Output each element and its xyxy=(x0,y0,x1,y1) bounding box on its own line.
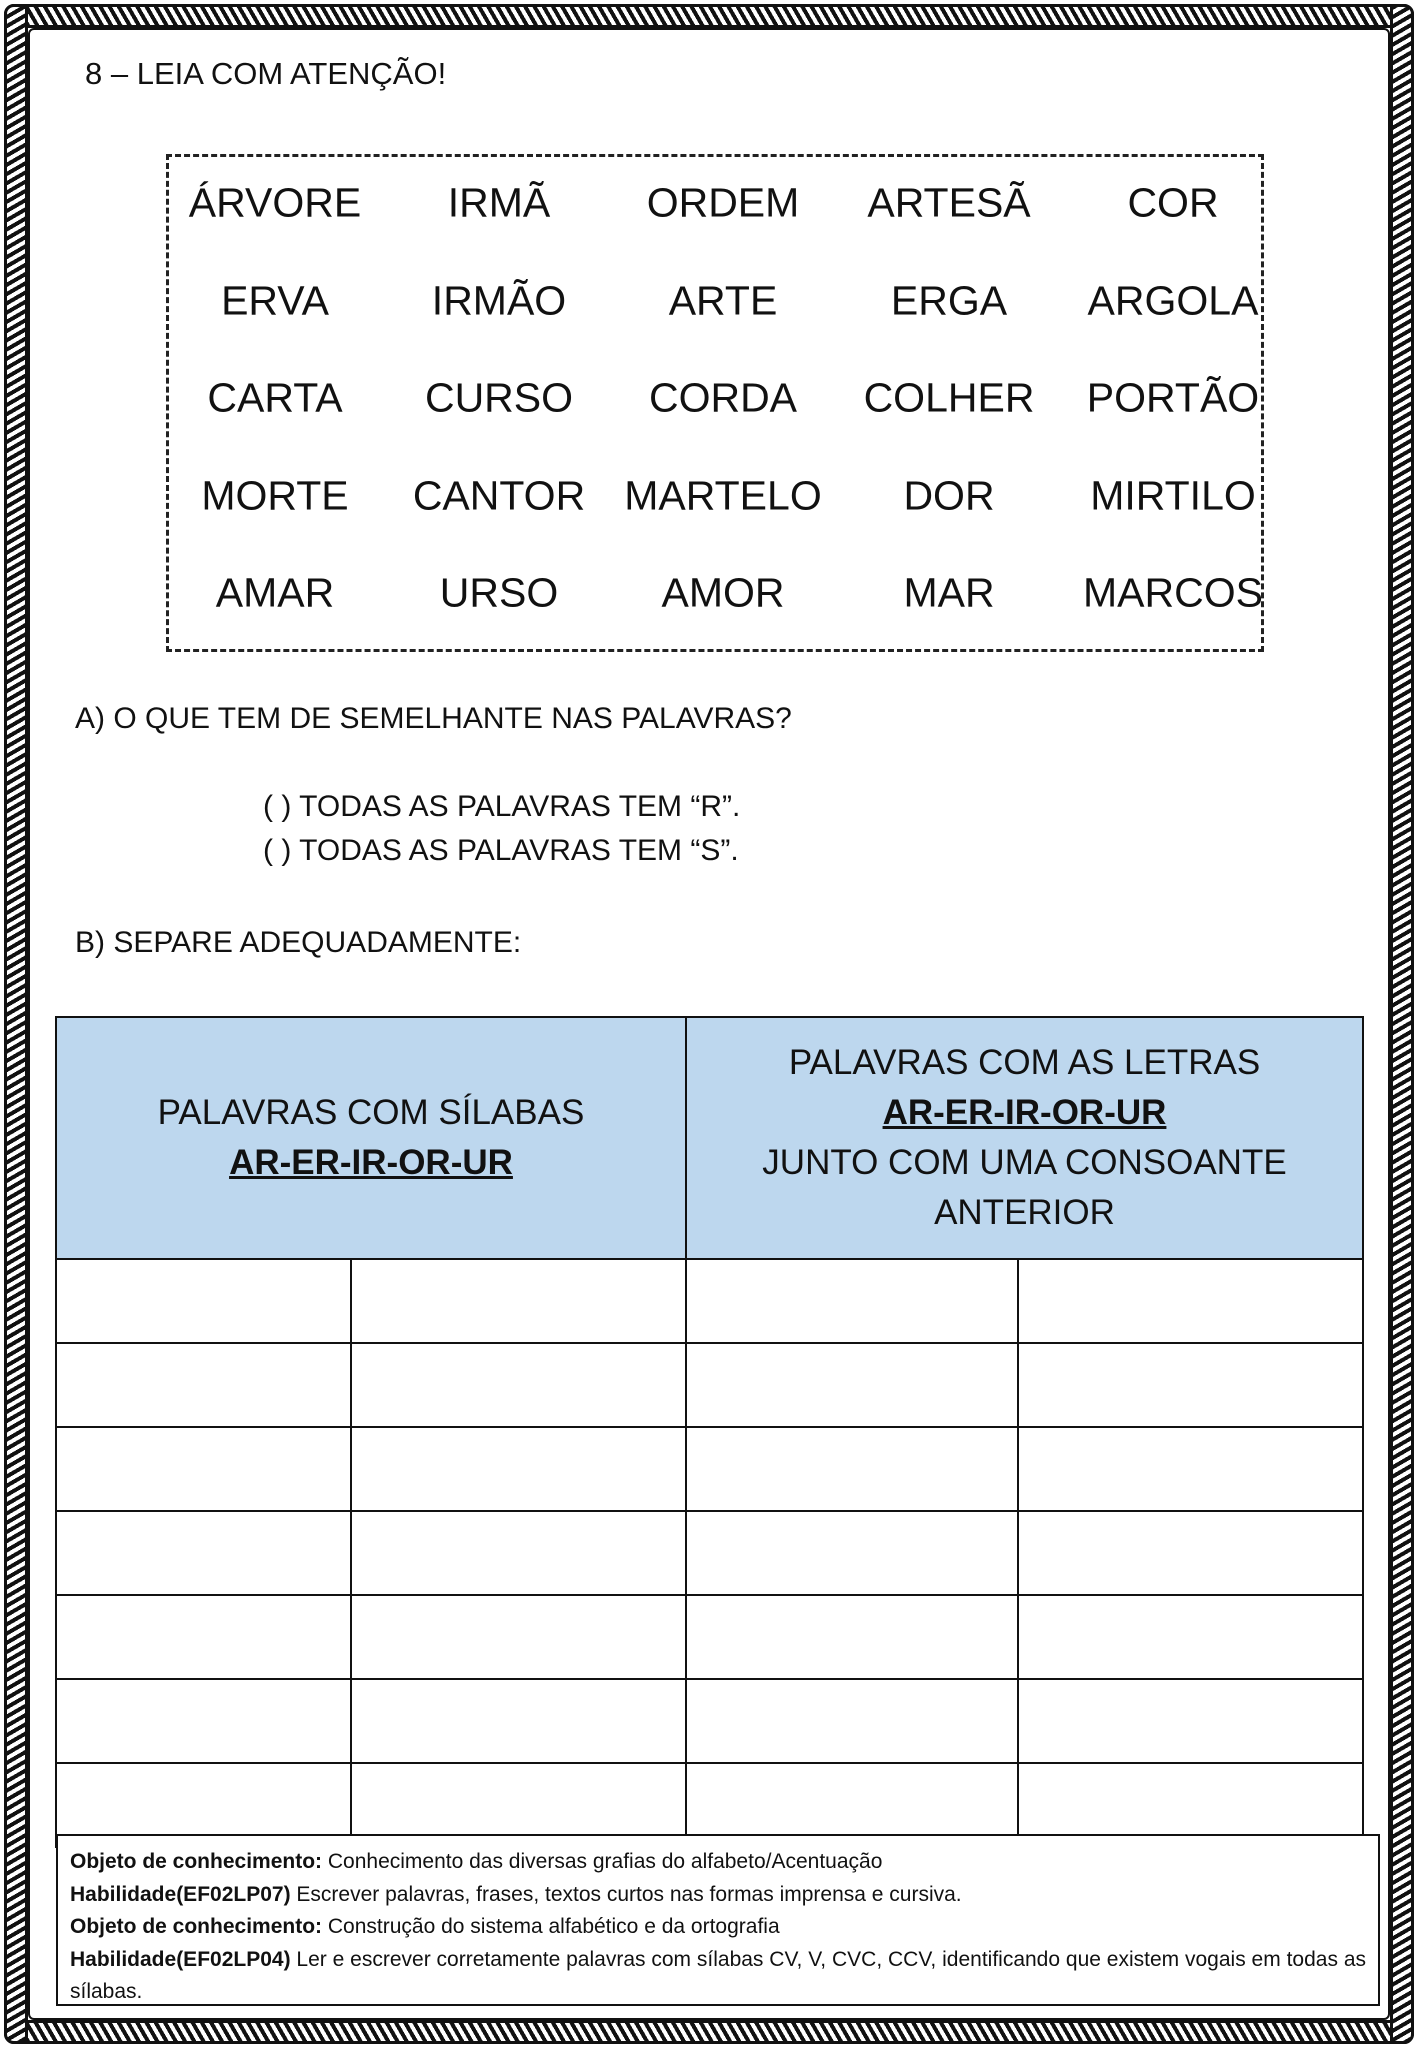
answer-cell[interactable] xyxy=(686,1595,1018,1679)
obj1-label: Objeto de conhecimento: xyxy=(70,1850,323,1873)
word-item: CURSO xyxy=(424,374,574,421)
word-item: COLHER xyxy=(863,374,1035,421)
answer-cell[interactable] xyxy=(351,1679,686,1763)
header-letters-line3: JUNTO COM UMA CONSOANTE xyxy=(762,1143,1287,1182)
answer-cell[interactable] xyxy=(351,1511,686,1595)
header-syllables xyxy=(56,1017,686,1259)
word-item: CARTA xyxy=(207,374,343,421)
sorting-table xyxy=(55,1016,1364,1848)
answer-cell[interactable] xyxy=(351,1259,686,1343)
answer-cell[interactable] xyxy=(351,1427,686,1511)
word-item: AMOR xyxy=(661,569,785,616)
word-item: AMAR xyxy=(215,569,335,616)
word-box xyxy=(166,154,1264,652)
answer-cell[interactable] xyxy=(1018,1427,1364,1511)
answer-cell[interactable] xyxy=(686,1427,1018,1511)
word-item: ERGA xyxy=(890,277,1008,324)
table-row xyxy=(56,1343,1363,1427)
obj1-text: Conhecimento das diversas grafias do alfabeto/Acentuação xyxy=(322,1850,883,1873)
hab2-text: Ler e escrever corretamente palavras com sílabas CV, V, CVC, CCV, identificando que existem vogais em todas as sílabas. xyxy=(70,1947,1366,2003)
word-item: COR xyxy=(1127,179,1219,226)
answer-cell[interactable] xyxy=(686,1679,1018,1763)
word-item: ARGOLA xyxy=(1087,277,1259,324)
answer-cell[interactable] xyxy=(56,1595,351,1679)
question-a: A) O QUE TEM DE SEMELHANTE NAS PALAVRAS? xyxy=(75,702,792,735)
word-item: MARCOS xyxy=(1083,569,1263,616)
word-item: CORDA xyxy=(648,374,798,421)
option-s[interactable]: ( ) TODAS AS PALAVRAS TEM “S”. xyxy=(263,834,739,867)
answer-cell[interactable] xyxy=(56,1679,351,1763)
option-r[interactable]: ( ) TODAS AS PALAVRAS TEM “R”. xyxy=(263,790,741,823)
rope-border-left xyxy=(4,4,28,2044)
answer-cell[interactable] xyxy=(351,1595,686,1679)
table-row xyxy=(56,1511,1363,1595)
word-item: MORTE xyxy=(201,472,349,519)
answer-cell[interactable] xyxy=(686,1343,1018,1427)
word-item: IRMÃ xyxy=(447,179,551,226)
header-syllables-line1: PALAVRAS COM SÍLABAS xyxy=(157,1093,585,1132)
word-item: ORDEM xyxy=(646,179,800,226)
word-item: PORTÃO xyxy=(1086,374,1260,421)
table-row xyxy=(56,1427,1363,1511)
question-b: B) SEPARE ADEQUADAMENTE: xyxy=(75,926,522,959)
word-item: MAR xyxy=(903,569,995,616)
word-item: ÁRVORE xyxy=(188,179,362,226)
word-item: DOR xyxy=(903,472,995,519)
header-syllables-line2: AR-ER-IR-OR-UR xyxy=(229,1143,513,1182)
answer-cell[interactable] xyxy=(686,1259,1018,1343)
word-item: ARTE xyxy=(668,277,778,324)
answer-cell[interactable] xyxy=(56,1343,351,1427)
word-item: MIRTILO xyxy=(1090,472,1256,519)
answer-cell[interactable] xyxy=(56,1259,351,1343)
answer-cell[interactable] xyxy=(1018,1259,1364,1343)
answer-cell[interactable] xyxy=(56,1427,351,1511)
answer-cell[interactable] xyxy=(1018,1343,1364,1427)
hab1-label: Habilidade(EF02LP07) xyxy=(70,1882,291,1906)
word-item: MARTELO xyxy=(624,472,822,519)
obj2-label: Objeto de conhecimento: xyxy=(70,1915,323,1938)
answer-cell[interactable] xyxy=(56,1511,351,1595)
rope-border-top xyxy=(4,4,1414,28)
rope-border-bottom xyxy=(4,2020,1414,2044)
obj2-text: Construção do sistema alfabético e da ortografia xyxy=(322,1915,780,1938)
rope-border-right xyxy=(1390,4,1414,2044)
word-item: ERVA xyxy=(221,277,329,324)
word-item: ARTESÃ xyxy=(867,179,1031,226)
table-row xyxy=(56,1679,1363,1763)
hab1-text: Escrever palavras, frases, textos curtos nas formas imprensa e cursiva. xyxy=(290,1882,962,1906)
hab2-label: Habilidade(EF02LP04) xyxy=(70,1947,291,1971)
answer-cell[interactable] xyxy=(351,1343,686,1427)
header-letters-line2: AR-ER-IR-OR-UR xyxy=(882,1093,1167,1132)
word-item: IRMÃO xyxy=(431,277,567,324)
header-letters xyxy=(686,1017,1363,1259)
header-letters-line1: PALAVRAS COM AS LETRAS xyxy=(788,1043,1261,1082)
word-item: CANTOR xyxy=(412,472,586,519)
word-item: URSO xyxy=(439,569,559,616)
answer-cell[interactable] xyxy=(1018,1679,1364,1763)
header-letters-line4: ANTERIOR xyxy=(934,1193,1115,1232)
answer-cell[interactable] xyxy=(1018,1595,1364,1679)
answer-cell[interactable] xyxy=(1018,1511,1364,1595)
table-row xyxy=(56,1259,1363,1343)
table-row xyxy=(56,1595,1363,1679)
skills-footer xyxy=(56,1834,1380,2006)
exercise-title: 8 – LEIA COM ATENÇÃO! xyxy=(85,56,447,91)
answer-cell[interactable] xyxy=(686,1511,1018,1595)
